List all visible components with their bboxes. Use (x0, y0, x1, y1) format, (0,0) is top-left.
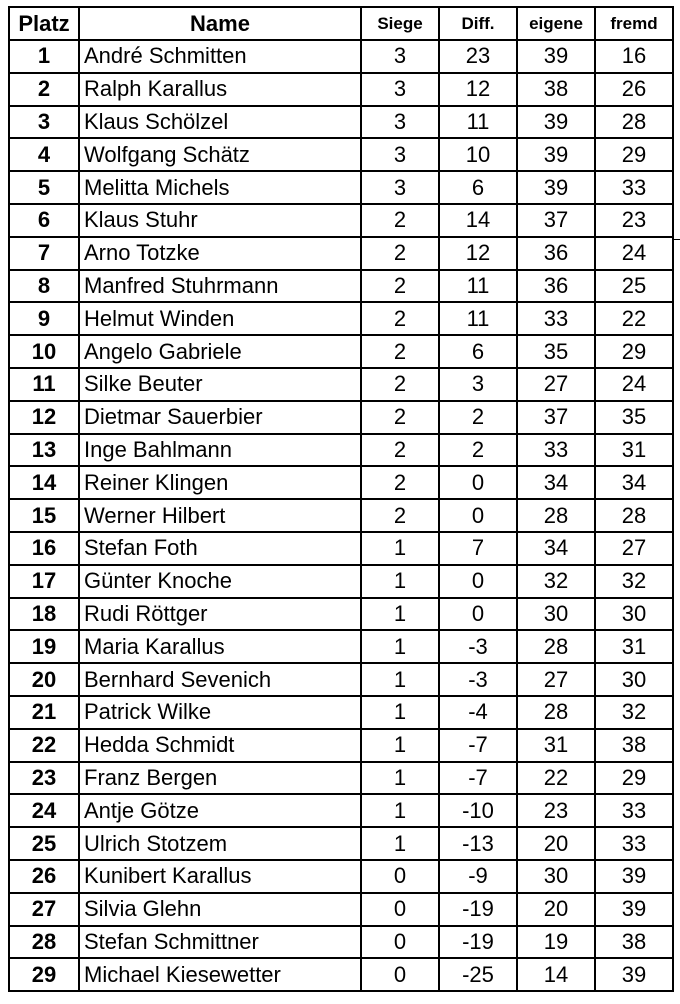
cell-eigene: 39 (517, 40, 595, 73)
cell-name: Bernhard Sevenich (79, 663, 361, 696)
cell-eigene: 32 (517, 565, 595, 598)
cell-eigene: 37 (517, 401, 595, 434)
cell-name: Ulrich Stotzem (79, 827, 361, 860)
cell-platz: 29 (9, 958, 79, 991)
table-row (9, 138, 673, 171)
cell-fremd: 33 (595, 171, 673, 204)
cell-eigene: 27 (517, 368, 595, 401)
table-row (9, 106, 673, 139)
cell-platz: 7 (9, 237, 79, 270)
cell-eigene: 30 (517, 860, 595, 893)
cell-siege: 1 (361, 794, 439, 827)
cell-diff: -10 (439, 794, 517, 827)
cell-platz: 12 (9, 401, 79, 434)
cell-name: Stefan Foth (79, 532, 361, 565)
cell-siege: 2 (361, 204, 439, 237)
cell-name: Rudi Röttger (79, 598, 361, 631)
cell-name: Antje Götze (79, 794, 361, 827)
cell-name: Dietmar Sauerbier (79, 401, 361, 434)
cell-eigene: 20 (517, 893, 595, 926)
cell-diff: 6 (439, 171, 517, 204)
header-name: Name (79, 7, 361, 40)
cell-eigene: 19 (517, 926, 595, 959)
cell-diff: 10 (439, 138, 517, 171)
cell-diff: -3 (439, 663, 517, 696)
table-row (9, 40, 673, 73)
cell-diff: -19 (439, 926, 517, 959)
cell-siege: 3 (361, 40, 439, 73)
cell-name: Günter Knoche (79, 565, 361, 598)
cell-fremd: 23 (595, 204, 673, 237)
cell-platz: 22 (9, 729, 79, 762)
cell-siege: 1 (361, 532, 439, 565)
table-row (9, 893, 673, 926)
cell-platz: 18 (9, 598, 79, 631)
cell-siege: 0 (361, 926, 439, 959)
cell-eigene: 27 (517, 663, 595, 696)
cell-eigene: 38 (517, 73, 595, 106)
cell-siege: 2 (361, 335, 439, 368)
cell-diff: -19 (439, 893, 517, 926)
cell-siege: 2 (361, 434, 439, 467)
cell-siege: 0 (361, 958, 439, 991)
cell-fremd: 22 (595, 302, 673, 335)
cell-siege: 2 (361, 368, 439, 401)
cell-platz: 9 (9, 302, 79, 335)
cell-name: Patrick Wilke (79, 696, 361, 729)
header-siege: Siege (361, 7, 439, 40)
cell-fremd: 31 (595, 630, 673, 663)
table-row (9, 860, 673, 893)
cell-diff: 11 (439, 302, 517, 335)
cell-name: Wolfgang Schätz (79, 138, 361, 171)
cell-diff: 0 (439, 499, 517, 532)
cell-diff: -25 (439, 958, 517, 991)
cell-name: Hedda Schmidt (79, 729, 361, 762)
cell-platz: 13 (9, 434, 79, 467)
cell-eigene: 39 (517, 106, 595, 139)
cell-diff: -7 (439, 762, 517, 795)
cell-fremd: 38 (595, 926, 673, 959)
table-row (9, 466, 673, 499)
cell-name: Ralph Karallus (79, 73, 361, 106)
cell-platz: 27 (9, 893, 79, 926)
cell-platz: 10 (9, 335, 79, 368)
cell-fremd: 27 (595, 532, 673, 565)
cell-platz: 15 (9, 499, 79, 532)
cell-name: Michael Kiesewetter (79, 958, 361, 991)
table-row (9, 794, 673, 827)
cell-diff: 11 (439, 270, 517, 303)
cell-diff: 0 (439, 565, 517, 598)
table-row (9, 302, 673, 335)
cell-diff: 3 (439, 368, 517, 401)
header-platz: Platz (9, 7, 79, 40)
cell-siege: 0 (361, 893, 439, 926)
cell-diff: 11 (439, 106, 517, 139)
header-fremd: fremd (595, 7, 673, 40)
cell-name: Inge Bahlmann (79, 434, 361, 467)
cell-platz: 11 (9, 368, 79, 401)
table-row (9, 663, 673, 696)
cell-eigene: 22 (517, 762, 595, 795)
table-row (9, 762, 673, 795)
cell-fremd: 33 (595, 827, 673, 860)
cell-diff: 14 (439, 204, 517, 237)
cell-diff: 2 (439, 434, 517, 467)
cell-fremd: 32 (595, 696, 673, 729)
cell-siege: 2 (361, 401, 439, 434)
cell-eigene: 20 (517, 827, 595, 860)
cell-siege: 2 (361, 466, 439, 499)
cell-name: Silke Beuter (79, 368, 361, 401)
header-eigene: eigene (517, 7, 595, 40)
header-row (9, 7, 673, 40)
cell-siege: 3 (361, 171, 439, 204)
adjacent-sheet-border (672, 6, 674, 240)
cell-eigene: 33 (517, 302, 595, 335)
cell-fremd: 39 (595, 893, 673, 926)
cell-platz: 26 (9, 860, 79, 893)
cell-eigene: 36 (517, 270, 595, 303)
cell-diff: 0 (439, 466, 517, 499)
cell-siege: 2 (361, 302, 439, 335)
cell-platz: 20 (9, 663, 79, 696)
cell-eigene: 39 (517, 138, 595, 171)
cell-fremd: 28 (595, 499, 673, 532)
cell-platz: 28 (9, 926, 79, 959)
cell-eigene: 34 (517, 466, 595, 499)
cell-name: Helmut Winden (79, 302, 361, 335)
table-row (9, 827, 673, 860)
cell-platz: 8 (9, 270, 79, 303)
cell-diff: -4 (439, 696, 517, 729)
cell-platz: 3 (9, 106, 79, 139)
cell-platz: 4 (9, 138, 79, 171)
cell-eigene: 28 (517, 499, 595, 532)
cell-fremd: 39 (595, 958, 673, 991)
cell-fremd: 30 (595, 663, 673, 696)
cell-siege: 3 (361, 138, 439, 171)
cell-fremd: 29 (595, 335, 673, 368)
table-row (9, 434, 673, 467)
cell-siege: 1 (361, 630, 439, 663)
table-row (9, 565, 673, 598)
cell-fremd: 32 (595, 565, 673, 598)
cell-siege: 1 (361, 663, 439, 696)
cell-diff: -3 (439, 630, 517, 663)
cell-siege: 1 (361, 598, 439, 631)
cell-siege: 1 (361, 729, 439, 762)
header-diff: Diff. (439, 7, 517, 40)
table-row (9, 401, 673, 434)
table-row (9, 630, 673, 663)
cell-diff: -9 (439, 860, 517, 893)
cell-diff: 12 (439, 73, 517, 106)
table-row (9, 499, 673, 532)
cell-eigene: 23 (517, 794, 595, 827)
cell-eigene: 34 (517, 532, 595, 565)
cell-eigene: 31 (517, 729, 595, 762)
cell-siege: 0 (361, 860, 439, 893)
table-body (9, 40, 673, 991)
cell-name: Kunibert Karallus (79, 860, 361, 893)
cell-name: Werner Hilbert (79, 499, 361, 532)
cell-name: Stefan Schmittner (79, 926, 361, 959)
cell-diff: 23 (439, 40, 517, 73)
cell-fremd: 16 (595, 40, 673, 73)
cell-siege: 2 (361, 499, 439, 532)
cell-eigene: 28 (517, 696, 595, 729)
cell-platz: 25 (9, 827, 79, 860)
cell-platz: 19 (9, 630, 79, 663)
cell-name: Silvia Glehn (79, 893, 361, 926)
cell-fremd: 30 (595, 598, 673, 631)
table-row (9, 204, 673, 237)
adjacent-sheet-gridline (672, 239, 680, 240)
ranking-sheet (8, 6, 674, 992)
table-row (9, 237, 673, 270)
cell-fremd: 29 (595, 138, 673, 171)
cell-fremd: 26 (595, 73, 673, 106)
cell-fremd: 29 (595, 762, 673, 795)
cell-fremd: 35 (595, 401, 673, 434)
cell-name: Arno Totzke (79, 237, 361, 270)
cell-eigene: 28 (517, 630, 595, 663)
table-row (9, 368, 673, 401)
cell-siege: 3 (361, 106, 439, 139)
cell-siege: 2 (361, 270, 439, 303)
cell-diff: -13 (439, 827, 517, 860)
table-row (9, 696, 673, 729)
cell-platz: 1 (9, 40, 79, 73)
cell-fremd: 33 (595, 794, 673, 827)
cell-platz: 16 (9, 532, 79, 565)
cell-diff: 0 (439, 598, 517, 631)
table-row (9, 729, 673, 762)
cell-platz: 17 (9, 565, 79, 598)
cell-eigene: 14 (517, 958, 595, 991)
cell-diff: -7 (439, 729, 517, 762)
cell-fremd: 24 (595, 368, 673, 401)
cell-name: Klaus Schölzel (79, 106, 361, 139)
cell-name: Reiner Klingen (79, 466, 361, 499)
table-row (9, 598, 673, 631)
cell-diff: 2 (439, 401, 517, 434)
cell-siege: 1 (361, 762, 439, 795)
cell-fremd: 38 (595, 729, 673, 762)
cell-fremd: 24 (595, 237, 673, 270)
cell-name: Klaus Stuhr (79, 204, 361, 237)
cell-fremd: 28 (595, 106, 673, 139)
cell-fremd: 25 (595, 270, 673, 303)
cell-siege: 1 (361, 565, 439, 598)
cell-diff: 6 (439, 335, 517, 368)
cell-fremd: 34 (595, 466, 673, 499)
table-row (9, 171, 673, 204)
cell-siege: 1 (361, 827, 439, 860)
cell-siege: 1 (361, 696, 439, 729)
table-row (9, 532, 673, 565)
cell-platz: 5 (9, 171, 79, 204)
cell-name: Manfred Stuhrmann (79, 270, 361, 303)
cell-name: Franz Bergen (79, 762, 361, 795)
cell-platz: 24 (9, 794, 79, 827)
table-row (9, 270, 673, 303)
cell-platz: 23 (9, 762, 79, 795)
cell-eigene: 35 (517, 335, 595, 368)
cell-platz: 2 (9, 73, 79, 106)
cell-name: Maria Karallus (79, 630, 361, 663)
cell-eigene: 39 (517, 171, 595, 204)
cell-siege: 2 (361, 237, 439, 270)
table-row (9, 335, 673, 368)
cell-name: Angelo Gabriele (79, 335, 361, 368)
cell-fremd: 39 (595, 860, 673, 893)
cell-fremd: 31 (595, 434, 673, 467)
table-row (9, 73, 673, 106)
cell-diff: 7 (439, 532, 517, 565)
cell-siege: 3 (361, 73, 439, 106)
cell-eigene: 36 (517, 237, 595, 270)
cell-eigene: 30 (517, 598, 595, 631)
cell-eigene: 37 (517, 204, 595, 237)
cell-name: André Schmitten (79, 40, 361, 73)
ranking-table (8, 6, 674, 992)
cell-diff: 12 (439, 237, 517, 270)
cell-eigene: 33 (517, 434, 595, 467)
cell-platz: 14 (9, 466, 79, 499)
cell-platz: 21 (9, 696, 79, 729)
cell-name: Melitta Michels (79, 171, 361, 204)
cell-platz: 6 (9, 204, 79, 237)
table-row (9, 926, 673, 959)
table-row (9, 958, 673, 991)
